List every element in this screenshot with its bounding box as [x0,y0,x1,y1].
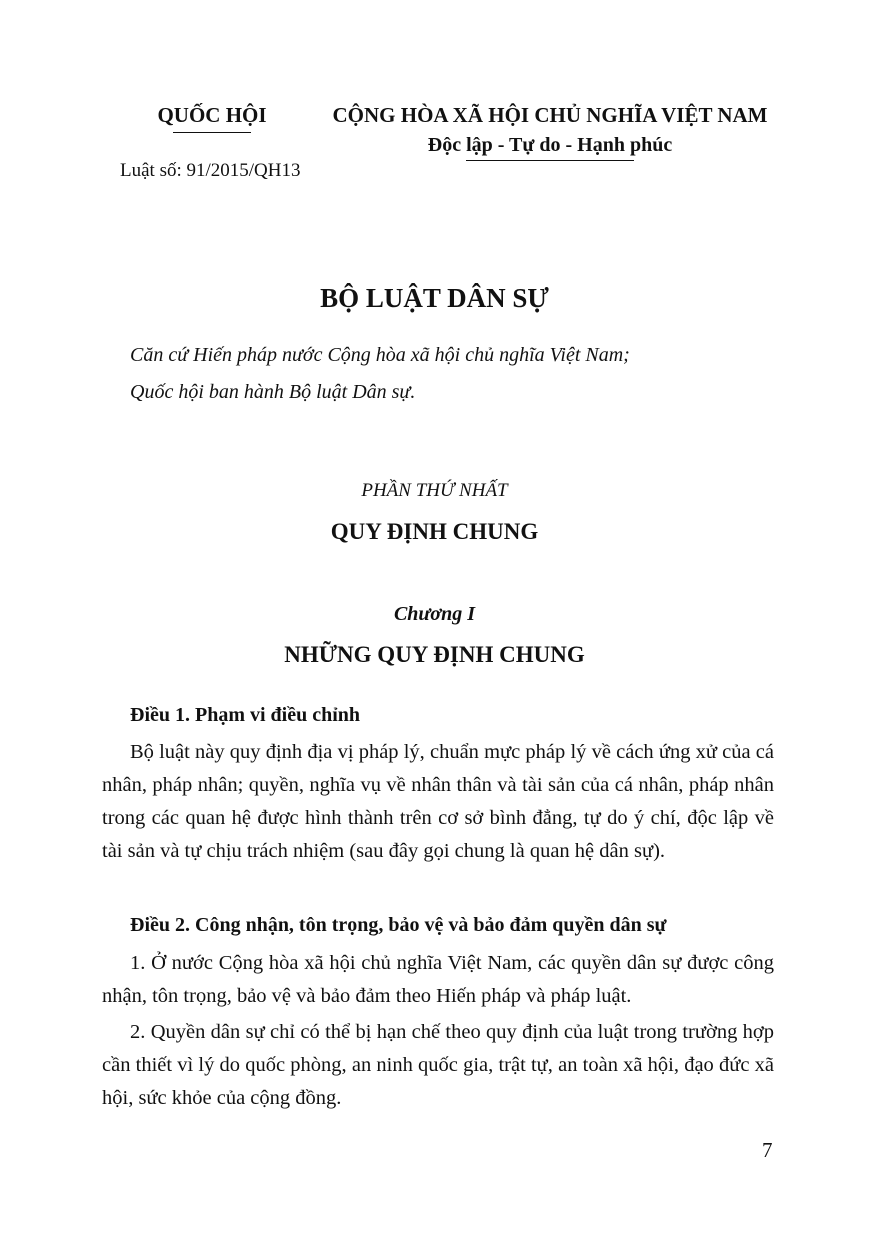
header-left-block [110,100,314,133]
article-2-title: Điều 2. Công nhận, tôn trọng, bảo vệ và bảo đảm quyền dân sự [130,914,667,936]
preamble-line-2: Quốc hội ban hành Bộ luật Dân sự. [130,381,416,403]
article-2-paragraph-2: 2. Quyền dân sự chỉ có thể bị hạn chế theo quy định của luật trong trường hợp cần thiết vì lý do quốc phòng, an ninh quốc gia, trật tự, an toàn xã hội, đạo đức xã hội, sức khỏe của cộng đồng. [102,1021,774,1109]
law-number: Luật số: 91/2015/QH13 [120,160,301,181]
article-1-title: Điều 1. Phạm vi điều chỉnh [130,704,361,726]
article-1-paragraph-1: Bộ luật này quy định địa vị pháp lý, chuẩn mực pháp lý về cách ứng xử của cá nhân, pháp nhân; quyền, nghĩa vụ về nhân thân và tài sản của cá nhân, pháp nhân trong các quan hệ được hình thành trên cơ sở bình đẳng, tự do ý chí, độc lập về tài sản và tự chịu trách nhiệm (sau đây gọi chung là quan hệ dân sự). [102,741,774,862]
issuing-body: QUỐC HỘI [157,103,267,127]
chapter-label: Chương I [393,603,476,625]
national-motto: Độc lập - Tự do - Hạnh phúc [427,134,673,156]
country-name: CỘNG HÒA XÃ HỘI CHỦ NGHĨA VIỆT NAM [332,103,768,127]
document-title: BỘ LUẬT DÂN SỰ [320,283,549,313]
motto-underline [466,160,634,161]
chapter-title: NHỮNG QUY ĐỊNH CHUNG [284,642,585,667]
page-number: 7 [762,1138,773,1162]
article-2-paragraph-1: 1. Ở nước Cộng hòa xã hội chủ nghĩa Việt Nam, các quyền dân sự được công nhận, tôn trọng, bảo vệ và bảo đảm theo Hiến pháp và pháp luật. [102,952,774,1007]
issuing-body-underline [173,132,251,133]
preamble-line-1: Căn cứ Hiến pháp nước Cộng hòa xã hội chủ nghĩa Việt Nam; [130,344,630,366]
part-title: QUY ĐỊNH CHUNG [330,519,539,544]
part-label: PHẦN THỨ NHẤT [361,480,508,501]
header-right-block [320,100,780,161]
